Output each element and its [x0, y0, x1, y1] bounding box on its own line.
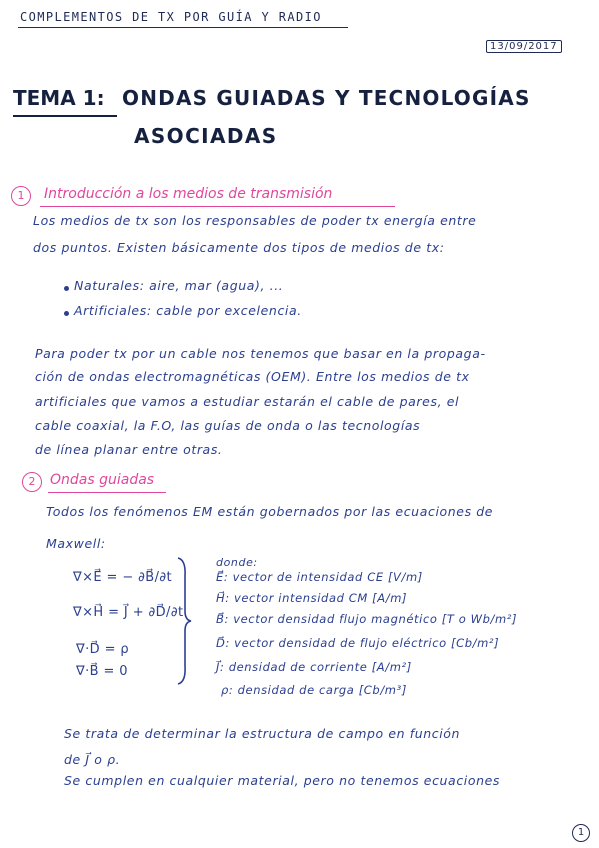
section2-number: 2: [22, 472, 42, 492]
tema-label: TEMA 1:: [13, 86, 105, 110]
s2-para1-line1: Todos los fenómenos EM están gobernados por las ecuaciones de: [46, 504, 494, 519]
bullet-artificiales: Artificiales: cable por excelencia.: [74, 303, 302, 318]
maxwell-eq-faraday: ∇×E⃗ = − ∂B⃗/∂t: [73, 570, 173, 585]
def-D: D⃗: vector densidad de flujo eléctrico [Cb/m²]: [216, 636, 500, 650]
date-stamp: 13/09/2017: [486, 40, 562, 53]
s1-para2-line1: Para poder tx por un cable nos tenemos que basar en la propaga-: [35, 346, 486, 361]
s1-para1-line2: dos puntos. Existen básicamente dos tipos de medios de tx:: [33, 240, 445, 255]
section1-title: Introducción a los medios de transmisión: [44, 186, 333, 202]
def-rho: ρ: densidad de carga [Cb/m³]: [221, 683, 407, 697]
page-number: 1: [572, 824, 590, 842]
title-line2: ASOCIADAS: [134, 124, 278, 148]
s1-para2-line2: ción de ondas electromagnéticas (OEM). Entre los medios de tx: [35, 369, 470, 384]
def-E: E⃗: vector de intensidad CE [V/m]: [216, 570, 423, 584]
s1-para2-line3: artificiales que vamos a estudiar estarán el cable de pares, el: [35, 394, 460, 409]
s2-closing-line1: Se trata de determinar la estructura de campo en función: [64, 726, 461, 741]
bullet-dot: [64, 311, 69, 316]
maxwell-eq-ampere: ∇×H⃗ = J⃗ + ∂D⃗/∂t: [73, 605, 184, 620]
donde-label: donde:: [216, 556, 258, 569]
section1-underline: [40, 206, 395, 207]
section2-title: Ondas guiadas: [50, 472, 155, 488]
title-line1: ONDAS GUIADAS Y TECNOLOGÍAS: [122, 86, 531, 110]
section2-underline: [48, 492, 166, 493]
maxwell-eq-gauss-electric: ∇·D⃗ = ρ: [76, 642, 130, 657]
def-H: H⃗: vector intensidad CM [A/m]: [216, 591, 408, 605]
course-header: COMPLEMENTOS DE TX POR GUÍA Y RADIO: [20, 10, 322, 24]
bullet-dot: [64, 286, 69, 291]
brace-symbol: [175, 556, 193, 686]
s1-para2-line4: cable coaxial, la F.O, las guías de onda o las tecnologías: [35, 418, 421, 433]
tema-underline: [13, 115, 117, 117]
section1-number: 1: [11, 186, 31, 206]
s2-closing-line2: de J⃗ o ρ.: [64, 752, 121, 767]
s1-para2-line5: de línea planar entre otras.: [35, 442, 223, 457]
bullet-naturales: Naturales: aire, mar (agua), ...: [74, 278, 284, 293]
maxwell-eq-gauss-magnetic: ∇·B⃗ = 0: [76, 664, 128, 679]
s1-para1-line1: Los medios de tx son los responsables de poder tx energía entre: [33, 213, 477, 228]
def-B: B⃗: vector densidad flujo magnético [T o Wb/m²]: [216, 612, 518, 626]
s2-para1-line2: Maxwell:: [46, 536, 106, 551]
s2-closing-line3: Se cumplen en cualquier material, pero no tenemos ecuaciones: [64, 773, 501, 788]
header-underline: [18, 27, 348, 28]
def-J: J⃗: densidad de corriente [A/m²]: [216, 660, 412, 674]
